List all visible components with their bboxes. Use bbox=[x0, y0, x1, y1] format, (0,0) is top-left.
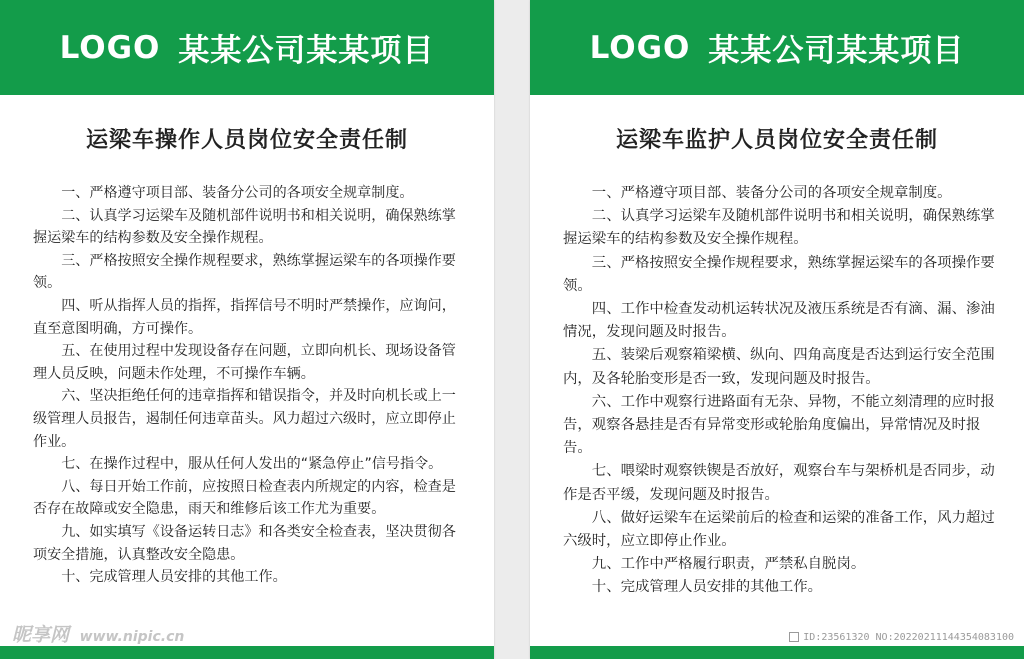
left-para-3: 三、严格按照安全操作规程要求，熟练掌握运梁车的各项操作要领。 bbox=[33, 252, 456, 292]
right-para-2: 二、认真学习运梁车及随机部件说明书和相关说明，确保熟练掌握运梁车的结构参数及安全操作规程。 bbox=[563, 208, 995, 248]
right-title: 运梁车监护人员岗位安全责任制 bbox=[615, 128, 938, 153]
right-para-8: 八、做好运梁车在运梁前后的检查和运梁的准备工作，风力超过六级时，应立即停止作业。 bbox=[563, 509, 995, 550]
left-para-1: 一、严格遵守项目部、装备分公司的各项安全规章制度。 bbox=[61, 185, 414, 201]
left-header bbox=[0, 0, 494, 95]
right-para-3: 三、严格按照安全操作规程要求，熟练掌握运梁车的各项操作要领。 bbox=[563, 254, 995, 294]
watermark-url: www.nipic.cn bbox=[79, 629, 185, 645]
right-header-logo: LOGO bbox=[589, 29, 691, 66]
left-footer-bar bbox=[0, 646, 494, 659]
left-para-4: 四、听从指挥人员的指挥，指挥信号不明时严禁操作，应询问，直至意图明确，方可操作。 bbox=[33, 297, 456, 337]
id-square-icon bbox=[789, 632, 799, 642]
right-para-10: 十、完成管理人员安排的其他工作。 bbox=[591, 579, 823, 596]
right-panel bbox=[530, 0, 1024, 659]
watermark-id bbox=[789, 632, 1014, 643]
watermark-brand-text: 昵享网 bbox=[12, 624, 70, 646]
right-footer-bar bbox=[530, 646, 1024, 659]
left-para-5: 五、在使用过程中发现设备存在问题，立即向机长、现场设备管理人员反映，问题未作处理，不可操作车辆。 bbox=[33, 343, 456, 382]
left-content bbox=[33, 182, 464, 589]
right-header-name: 某某公司某某项目 bbox=[708, 33, 965, 69]
right-para-7: 七、喂梁时观察铁锲是否放好，观察台车与架桥机是否同步，动作是否平缓，发现问题及时报告。 bbox=[563, 463, 995, 503]
right-header bbox=[530, 0, 1024, 95]
right-para-6: 六、工作中观察行进路面有无杂、异物，不能立刻清理的应时报告，观察各悬挂是否有异常变形或轮胎角度偏出，异常情况及时报告。 bbox=[563, 393, 995, 457]
right-para-9: 九、工作中严格履行职责，严禁私自脱岗。 bbox=[591, 556, 866, 573]
left-para-6: 六、坚决拒绝任何的违章指挥和错误指令，并及时向机长或上一级管理人员报告，遏制任何违章苗头。风力超过六级时，应立即停止作业。 bbox=[33, 388, 456, 450]
right-para-5: 五、装梁后观察箱梁横、纵向、四角高度是否达到运行安全范围内，及各轮胎变形是否一致，发现问题及时报告。 bbox=[563, 347, 995, 387]
left-para-8: 八、每日开始工作前，应按照日检查表内所规定的内容，检查是否存在故障或安全隐患，雨天和维修后该工作尤为重要。 bbox=[33, 478, 456, 518]
left-header-name: 某某公司某某项目 bbox=[178, 33, 435, 69]
left-panel bbox=[0, 0, 494, 659]
left-para-2: 二、认真学习运梁车及随机部件说明书和相关说明，确保熟练掌握运梁车的结构参数及安全操作规程。 bbox=[33, 207, 456, 247]
watermark-brand bbox=[12, 620, 184, 647]
right-content bbox=[563, 182, 996, 600]
right-para-4: 四、工作中检查发动机运转状况及液压系统是否有滴、漏、渗油情况，发现问题及时报告。 bbox=[563, 301, 995, 341]
left-para-10: 十、完成管理人员安排的其他工作。 bbox=[61, 569, 287, 586]
left-title: 运梁车操作人员岗位安全责任制 bbox=[85, 128, 408, 153]
left-para-7: 七、在操作过程中，服从任何人发出的“紧急停止”信号指令。 bbox=[61, 456, 443, 473]
watermark-id-text: ID:23561320 NO:20220211144354083100 bbox=[803, 632, 1014, 643]
left-header-logo: LOGO bbox=[59, 29, 161, 66]
right-para-1: 一、严格遵守项目部、装备分公司的各项安全规章制度。 bbox=[591, 185, 952, 201]
left-para-9: 九、如实填写《设备运转日志》和各类安全检查表，坚决贯彻各项安全措施，认真整改安全隐患。 bbox=[33, 523, 456, 563]
